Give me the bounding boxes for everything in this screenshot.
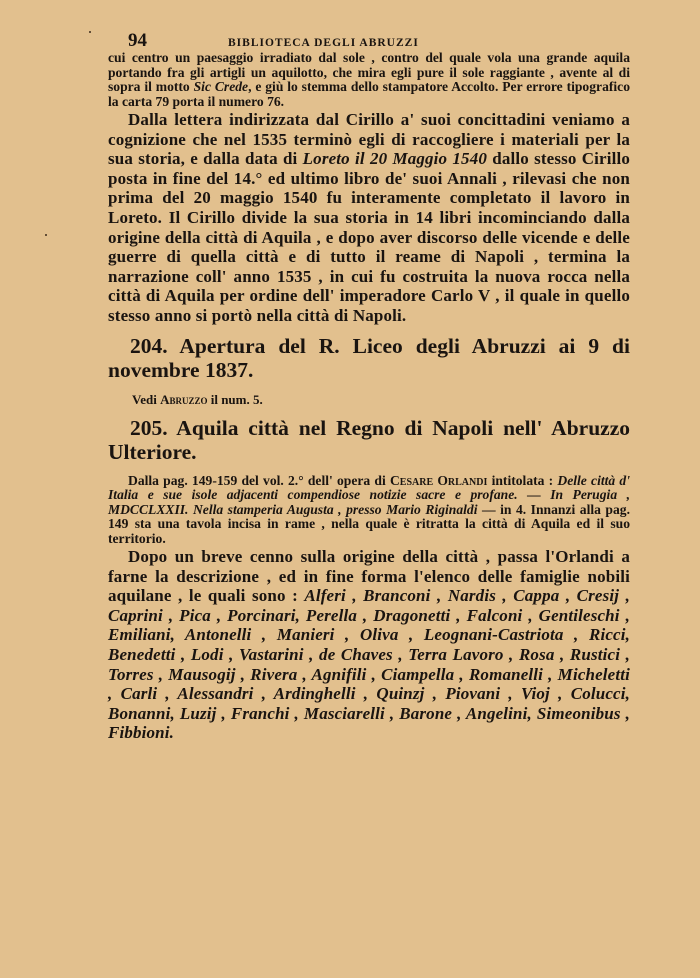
see-also-suffix: il num. 5. — [207, 391, 263, 407]
see-also-ref: Abruzzo — [160, 391, 208, 407]
noble-families-list: Alferi , Branconi , Nardis , Cappa , Cresij , Caprini , Pica , Porcinari, Perella , Dragonetti , Falconi , Gentileschi , Emiliani, Antonelli , Manieri , Oliva , Leognani-Castriota , Ricci, Benedetti , Lodi , Vastarini , de Chaves , Terra Lavoro , Rosa , Rustici , Torres , Mausogij , Rivera , Agnifili , Ciampella , Romanelli , Micheletti , Carli , Alessandri , Ardinghelli , Quinzj , Piovani , Vioj , Colucci, Bonanni, Luzij , Franchi , Masciarelli , Barone , Angelini, Simeonibus , Fibbioni. — [108, 586, 630, 743]
book-page — [108, 30, 630, 743]
running-head — [108, 30, 630, 50]
note-title: Delle città d' Italia e sue isole adjacenti compendiose notizie sacre e profane. — In Perugia , MDCCLXXII. Nella stamperia Augusta , presso Mario Riginaldi — [108, 472, 630, 517]
note-text-2: intitolata : — [487, 472, 558, 488]
cirillo-text: Dalla lettera indirizzata dal Cirillo a' suoi concittadini veniamo a cognizione che nel 1535 terminò egli di raccogliere i materiali per la sua storia, e dalla data di — [108, 110, 630, 169]
note-text-3: — in 4. Innanzi alla pag. 149 sta una tavola incisa in rame , nella quale è ritratta la città di Aquila ed il suo territorio. — [108, 501, 630, 546]
note-author: Cesare Orlandi — [389, 472, 488, 488]
see-also-prefix: Vedi — [132, 391, 161, 407]
cirillo-date: Loreto il 20 Maggio 1540 — [302, 149, 488, 169]
cirillo-paragraph — [108, 110, 630, 326]
entry-204-cross-reference — [108, 392, 630, 408]
continuation-text-end: , e giù lo stemma dello stampatore Accolto. Per errore tipografico la carta 79 porta il numero 76. — [108, 79, 630, 109]
page-number: 94 — [128, 30, 147, 51]
continuation-text: cui centro un paesaggio irradiato dal sole , contro del quale vola una grande aquila portando fra gli artigli un aquilotto, che mira egli pure il sole raggiante , avente al di sopra il motto — [108, 50, 630, 94]
cirillo-text-end: dallo stesso Cirillo posta in fine del 14.° ed ultimo libro de' suoi Annali , rilevasi che non prima del 20 maggio 1540 fu interamente completato il lavoro in Loreto. Il Cirillo divide la sua storia in 14 libri incominciando dalla origine della città di Aquila , e dopo aver discorso delle vicende e delle guerre di quella città e di tutto il reame di Napoli , termina la narrazione coll' anno 1535 , in cui fu costruita la nuova rocca nella città di Aquila per ordine dell' imperadore Carlo V , il quale in quello stesso anno si portò nella città di Napoli. — [108, 149, 630, 325]
note-text: Dalla pag. 149-159 del vol. 2.° dell' opera di — [128, 472, 390, 488]
entry-205-heading: 205. Aquila città nel Regno di Napoli nell' Abruzzo Ulteriore. — [108, 415, 630, 464]
continuation-paragraph — [108, 51, 630, 109]
entry-205-paragraph — [108, 547, 630, 743]
running-title: BIBLIOTECA DEGLI ABRUZZI — [228, 37, 419, 49]
motto: Sic Crede — [193, 79, 249, 94]
entry-205-bibliographic-note — [108, 474, 630, 547]
orlandi-text: Dopo un breve cenno sulla origine della città , passa l'Orlandi a farne la descrizione , ed in fine forma l'elenco delle famiglie nobili aquilane , le quali sono : — [108, 547, 630, 606]
scan-speck — [89, 31, 91, 33]
scan-speck — [45, 234, 47, 236]
entry-204-heading: 204. Apertura del R. Liceo degli Abruzzi ai 9 di novembre 1837. — [108, 333, 630, 382]
